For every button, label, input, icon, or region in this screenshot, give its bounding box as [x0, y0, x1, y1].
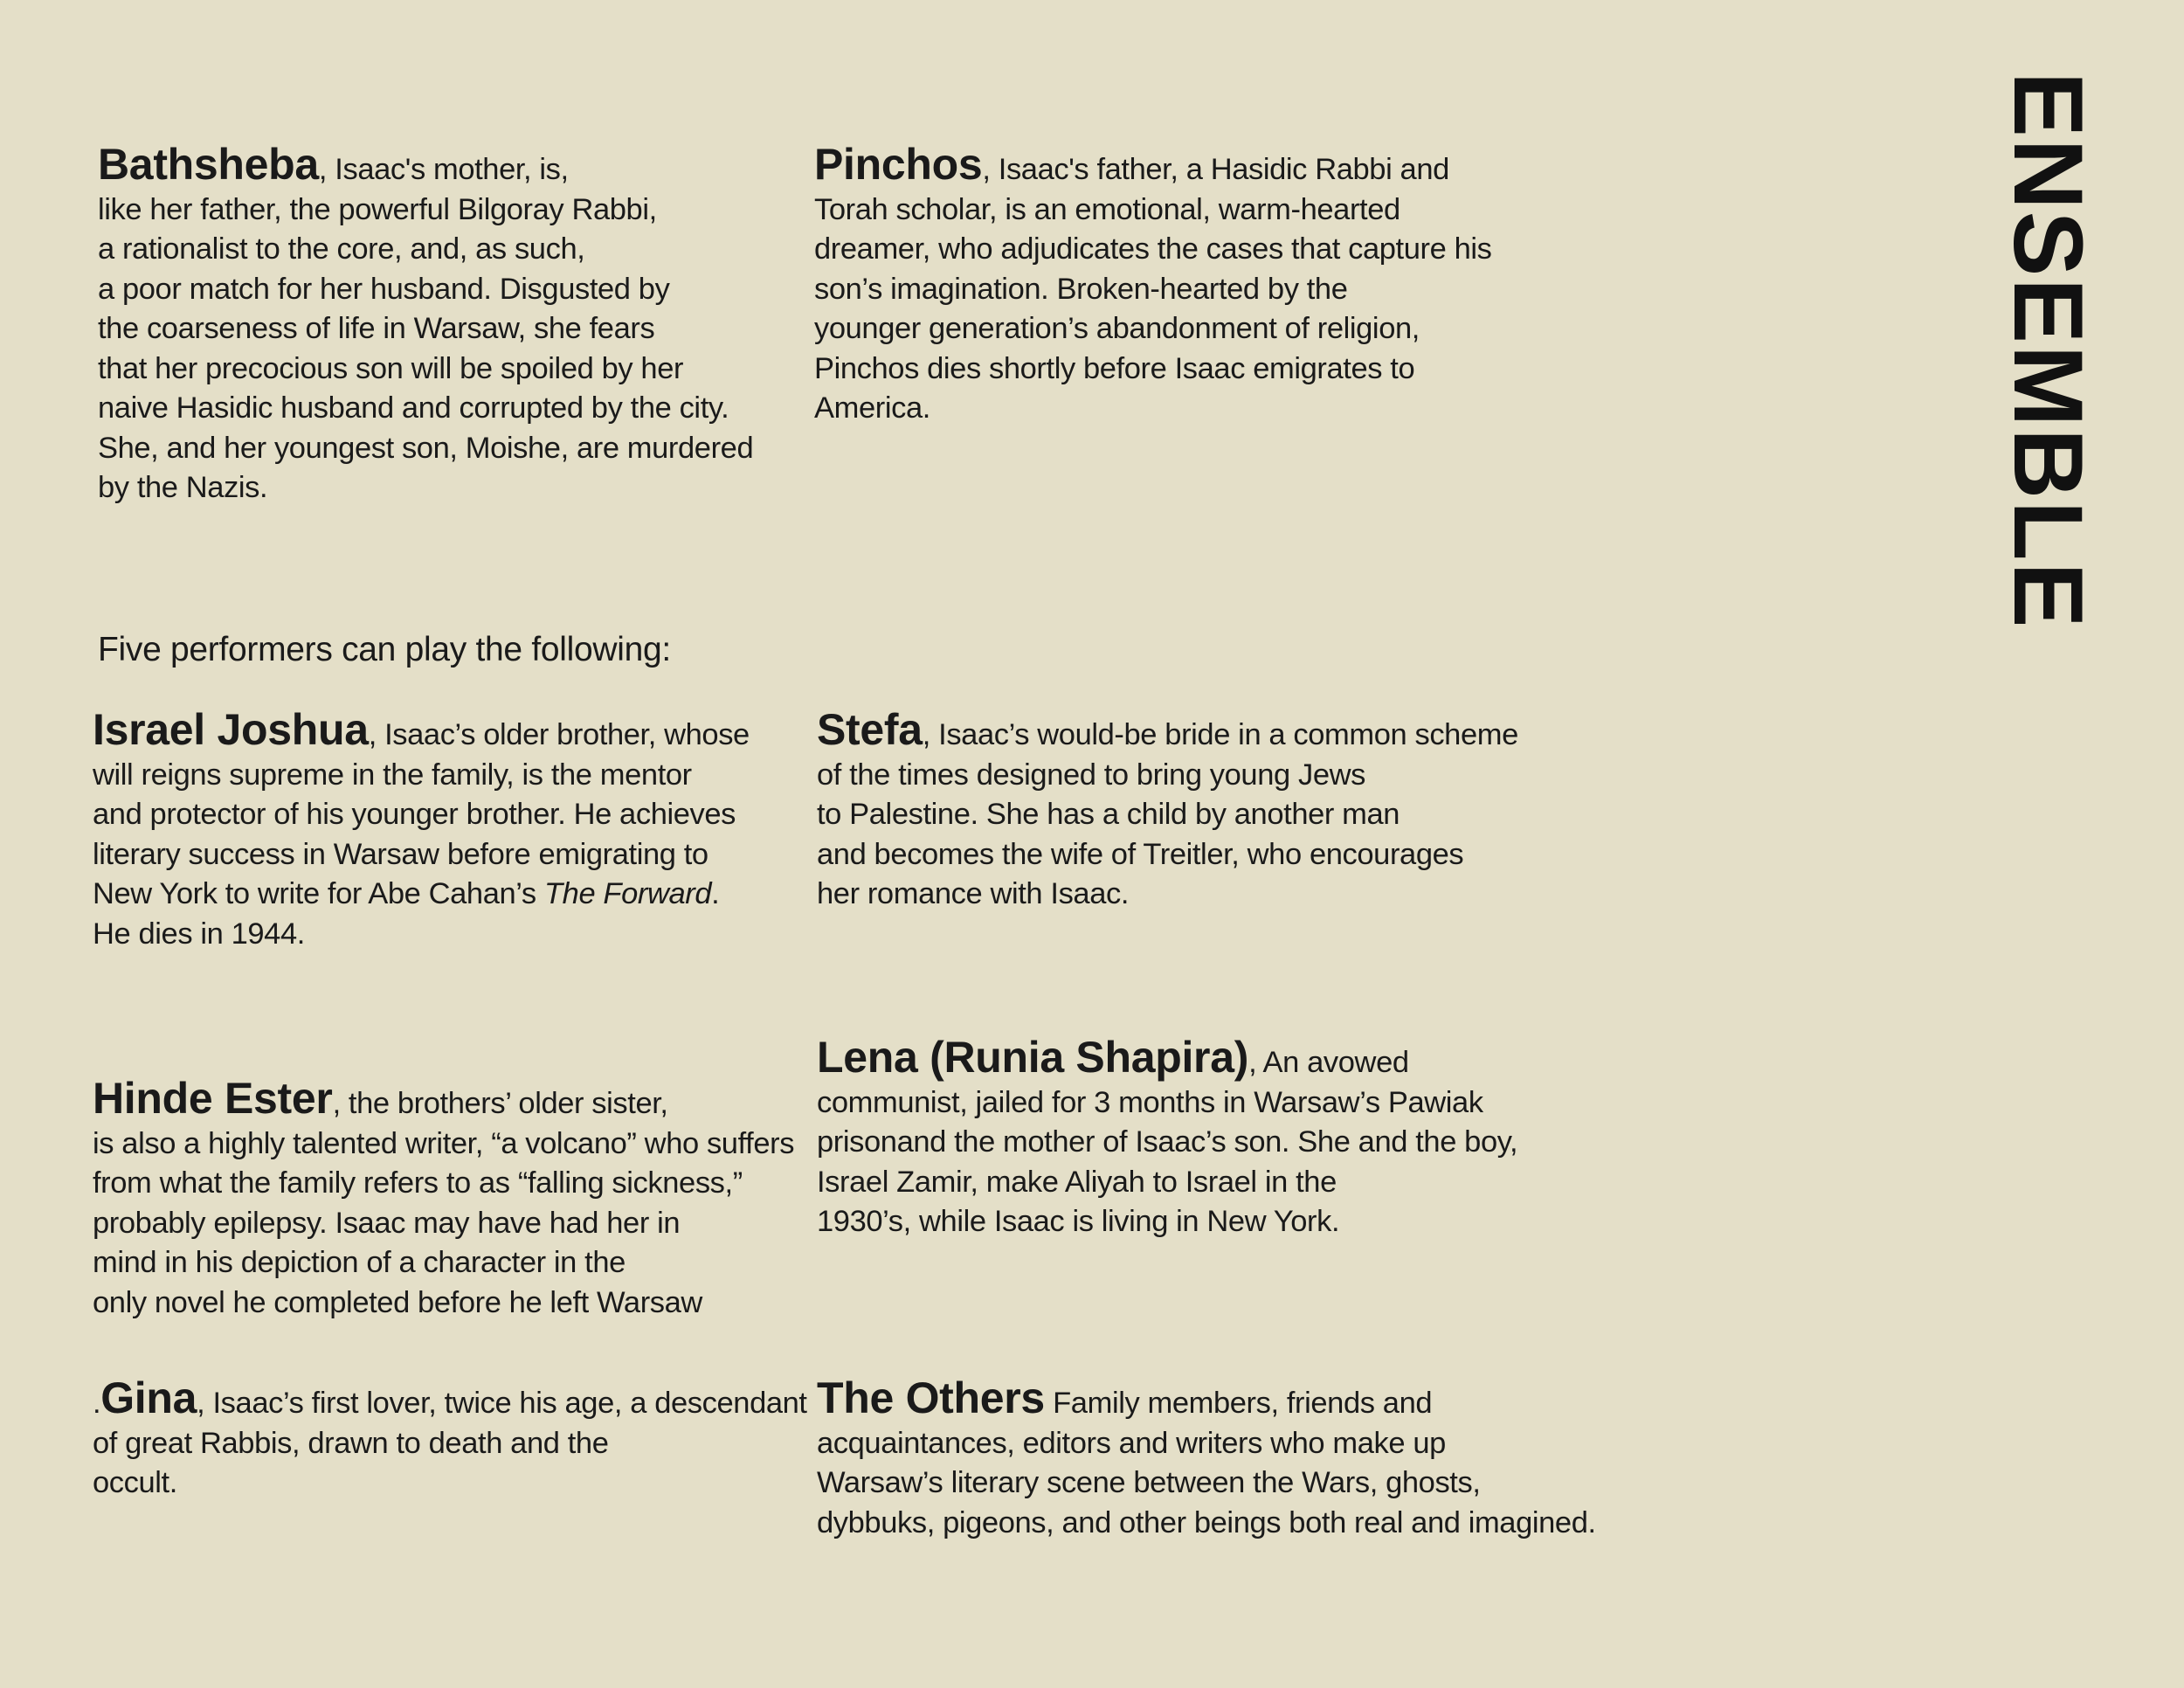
character-first-line	[817, 1033, 1517, 1083]
character-bathsheba	[98, 140, 754, 508]
character-gina	[93, 1373, 807, 1504]
character-line: of great Rabbis, drawn to death and the	[93, 1426, 609, 1460]
character-line: occult.	[93, 1466, 177, 1499]
character-intro: , Isaac's mother, is,	[318, 153, 569, 186]
character-israel-joshua	[93, 705, 750, 954]
character-first-line	[98, 140, 753, 190]
character-line: prisonand the mother of Isaac’s son. She and the boy,	[817, 1125, 1518, 1159]
character-line: son’s imagination. Broken-hearted by the	[814, 272, 1348, 306]
character-intro: , the brothers’ older sister,	[332, 1087, 668, 1120]
character-line: Warsaw’s literary scene between the Wars, ghosts,	[817, 1466, 1481, 1499]
lead-text: Five performers can play the following:	[98, 631, 671, 668]
character-line: the coarseness of life in Warsaw, she fears	[98, 312, 655, 345]
character-name: Lena (Runia Shapira)	[817, 1033, 1249, 1082]
character-name: The Others	[817, 1373, 1045, 1422]
character-line: naive Hasidic husband and corrupted by the city.	[98, 391, 729, 425]
character-line: 1930’s, while Isaac is living in New York.	[817, 1205, 1340, 1238]
line-text: .	[711, 877, 720, 910]
character-line: from what the family refers to as “falling sickness,”	[93, 1166, 743, 1200]
character-intro: , Isaac’s first lover, twice his age, a descendant	[197, 1387, 807, 1420]
character-line: that her precocious son will be spoiled by her	[98, 351, 684, 385]
character-line: Pinchos dies shortly before Isaac emigrates to	[814, 351, 1415, 385]
line-text: New York to write for Abe Cahan’s	[93, 877, 544, 910]
character-pinchos	[814, 140, 1492, 429]
character-line: her romance with Isaac.	[817, 877, 1130, 910]
character-line: dybbuks, pigeons, and other beings both real and imagined.	[817, 1505, 1596, 1539]
character-line: will reigns supreme in the family, is the mentor	[93, 758, 692, 792]
character-intro: , Isaac's father, a Hasidic Rabbi and	[982, 153, 1449, 186]
page-title: ENSEMBLE	[1994, 72, 2103, 630]
character-line: and protector of his younger brother. He achieves	[93, 798, 736, 831]
character-name: Stefa	[817, 705, 923, 754]
character-line: a poor match for her husband. Disgusted by	[98, 272, 670, 306]
character-line: communist, jailed for 3 months in Warsaw’s Pawiak	[817, 1085, 1483, 1119]
character-the-others	[817, 1373, 1596, 1543]
character-line: Israel Zamir, make Aliyah to Israel in the	[817, 1165, 1337, 1199]
character-line: only novel he completed before he left Warsaw	[93, 1285, 702, 1319]
character-line: America.	[814, 391, 930, 425]
character-line: She, and her youngest son, Moishe, are murdered	[98, 431, 754, 465]
character-name: Bathsheba	[98, 140, 319, 189]
character-line: to Palestine. She has a child by another man	[817, 798, 1400, 831]
character-lena	[817, 1033, 1518, 1242]
character-line: Torah scholar, is an emotional, warm-hearted	[814, 192, 1400, 226]
character-first-line	[93, 705, 750, 756]
character-intro: Family members, friends and	[1044, 1387, 1433, 1420]
character-name: Pinchos	[814, 140, 983, 189]
character-name: Hinde Ester	[93, 1074, 333, 1123]
character-first-line	[817, 705, 1518, 756]
character-line	[93, 875, 750, 915]
character-line: literary success in Warsaw before emigrating to	[93, 837, 708, 871]
publication-title: The Forward	[543, 877, 712, 910]
character-line: He dies in 1944.	[93, 917, 305, 951]
character-name: Gina	[100, 1373, 197, 1422]
character-line: like her father, the powerful Bilgoray Rabbi,	[98, 192, 657, 226]
character-line: is also a highly talented writer, “a volcano” who suffers	[93, 1126, 795, 1160]
character-first-line	[817, 1373, 1596, 1424]
character-line: mind in his depiction of a character in the	[93, 1246, 625, 1279]
stray-period: .	[93, 1387, 101, 1420]
character-intro: , Isaac’s would-be bride in a common scheme	[922, 718, 1518, 751]
character-line: dreamer, who adjudicates the cases that capture his	[814, 232, 1492, 266]
character-line: by the Nazis.	[98, 471, 268, 504]
character-intro: , An avowed	[1248, 1046, 1409, 1079]
character-line: probably epilepsy. Isaac may have had her in	[93, 1206, 681, 1240]
character-line: younger generation’s abandonment of religion,	[814, 312, 1420, 345]
character-name: Israel Joshua	[93, 705, 369, 754]
character-line: and becomes the wife of Treitler, who encourages	[817, 837, 1464, 871]
character-first-line	[814, 140, 1491, 190]
character-first-line	[93, 1373, 807, 1424]
character-first-line	[93, 1074, 794, 1124]
character-line: acquaintances, editors and writers who make up	[817, 1426, 1446, 1460]
character-line: of the times designed to bring young Jews	[817, 758, 1365, 792]
character-hinde-ester	[93, 1074, 795, 1323]
character-intro: , Isaac’s older brother, whose	[368, 718, 750, 751]
character-line: a rationalist to the core, and, as such,	[98, 232, 585, 266]
character-stefa	[817, 705, 1518, 915]
